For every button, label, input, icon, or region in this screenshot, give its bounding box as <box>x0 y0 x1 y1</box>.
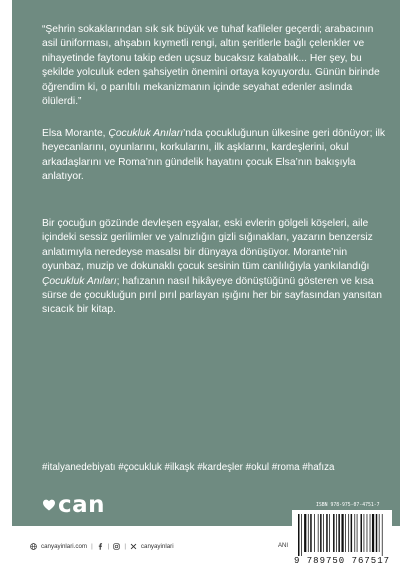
book-title-italic: Çocukluk Anıları <box>108 128 183 139</box>
barcode-bar <box>333 514 335 552</box>
footer-links <box>30 543 174 550</box>
description-text-start: Bir çocuğun gözünde devleşen eşyalar, eski evlerin gölgeli köşeleri, aile içindeki sessiz gerilimler ve yalnızlığın gizli sığınakları, yazarın benzersiz anlatımıyla neredeyse masalsı bir dünyaya dönüşüyor. Morante’nin oyunbaz, muzip ve dokunaklı çocuk sesinin tüm canlılığıyla yankılandığı <box>42 218 373 273</box>
website-link[interactable]: canyayinlari.com <box>41 543 88 550</box>
green-panel <box>12 0 400 526</box>
publisher-logo-text: can <box>58 492 106 518</box>
barcode-bar <box>372 514 374 552</box>
category-label: ANI <box>278 543 289 549</box>
barcode-bar <box>336 514 337 552</box>
barcode-bar <box>361 514 363 552</box>
barcode-bar <box>364 514 365 552</box>
barcode-bar <box>357 514 358 552</box>
quote-paragraph <box>42 23 386 109</box>
barcode-bar <box>379 514 380 552</box>
barcode-bar <box>310 514 312 552</box>
barcode-bar <box>376 514 378 552</box>
barcode-bar <box>314 514 315 552</box>
barcode-bar <box>370 514 371 552</box>
instagram-icon[interactable] <box>113 543 120 550</box>
globe-icon <box>30 543 37 550</box>
social-handle[interactable]: canyayinlari <box>140 543 174 550</box>
barcode-bar <box>326 514 328 552</box>
barcode-bars <box>292 510 392 556</box>
barcode-bar <box>301 514 302 556</box>
separator: | <box>124 543 126 550</box>
barcode-bar <box>298 514 300 556</box>
barcode-bar <box>323 514 324 552</box>
barcode-bar <box>348 514 349 552</box>
barcode-bar <box>367 514 368 552</box>
description-text-end: ; hafızanın nasıl hikâyeye dönüştüğünü gösteren ve kısa sürse de çocukluğun pırıl pırıl parlayan ışığını her bir sayfasından yansıtan sıcacık bir kitap. <box>42 275 382 316</box>
barcode-bar <box>304 514 306 552</box>
barcode-bar <box>354 514 355 552</box>
barcode-bar <box>382 514 383 556</box>
description-paragraph <box>42 217 386 318</box>
barcode-bar <box>318 514 319 552</box>
book-title-italic: Çocukluk Anıları <box>42 275 117 287</box>
barcode-bar <box>345 514 346 552</box>
heart-icon <box>42 498 56 512</box>
separator: | <box>91 543 93 550</box>
summary-paragraph <box>42 127 386 185</box>
summary-text-start: Elsa Morante, <box>42 128 109 139</box>
separator: | <box>107 543 110 550</box>
summary-text-end: ’nda çocukluğunun ülkesine geri dönüyor; ilk heyecanlarını, oyunlarını, korkularını, ilk aşklarını, kardeşlerini, okul arkadaşlarını ve Roma’nın gündelik hayatını çocuk Elsa’nın bakışıyla anlatıyor. <box>42 128 386 183</box>
hashtags: #italyanedebiyatı #çocukluk #ilkaşk #kardeşler #okul #roma #hafıza <box>42 462 335 473</box>
barcode-bar <box>308 514 309 552</box>
publisher-logo <box>42 493 105 517</box>
barcode-bar <box>320 514 322 552</box>
isbn-label: ISBN 978-975-07-4751-7 <box>316 503 380 508</box>
x-icon[interactable] <box>130 543 137 550</box>
barcode-bar <box>341 514 343 552</box>
barcode-bar <box>329 514 330 552</box>
barcode-digits: 9 789750 767517 <box>293 556 390 566</box>
barcode-bar <box>351 514 353 552</box>
barcode-bar <box>338 514 340 552</box>
facebook-icon[interactable] <box>97 543 104 550</box>
quote-text: “Şehrin sokaklarından sık sık büyük ve tuhaf kafileler geçerdi; arabacının asil üniforması, ahşabın kıymetli rengi, altın şeritlerle bağlı çelenkler ve nihayetinde faytonu takip eden uçsuz bucaksız kalabalık... Her şey, bu şekilde yolculuk eden şahsiyetin önemini ortaya koyuyordu. Günün birinde öğrendim ki, o parıltılı mekanizmanın içinde seyahat edenler aslında ölülerdi.” <box>42 24 380 108</box>
